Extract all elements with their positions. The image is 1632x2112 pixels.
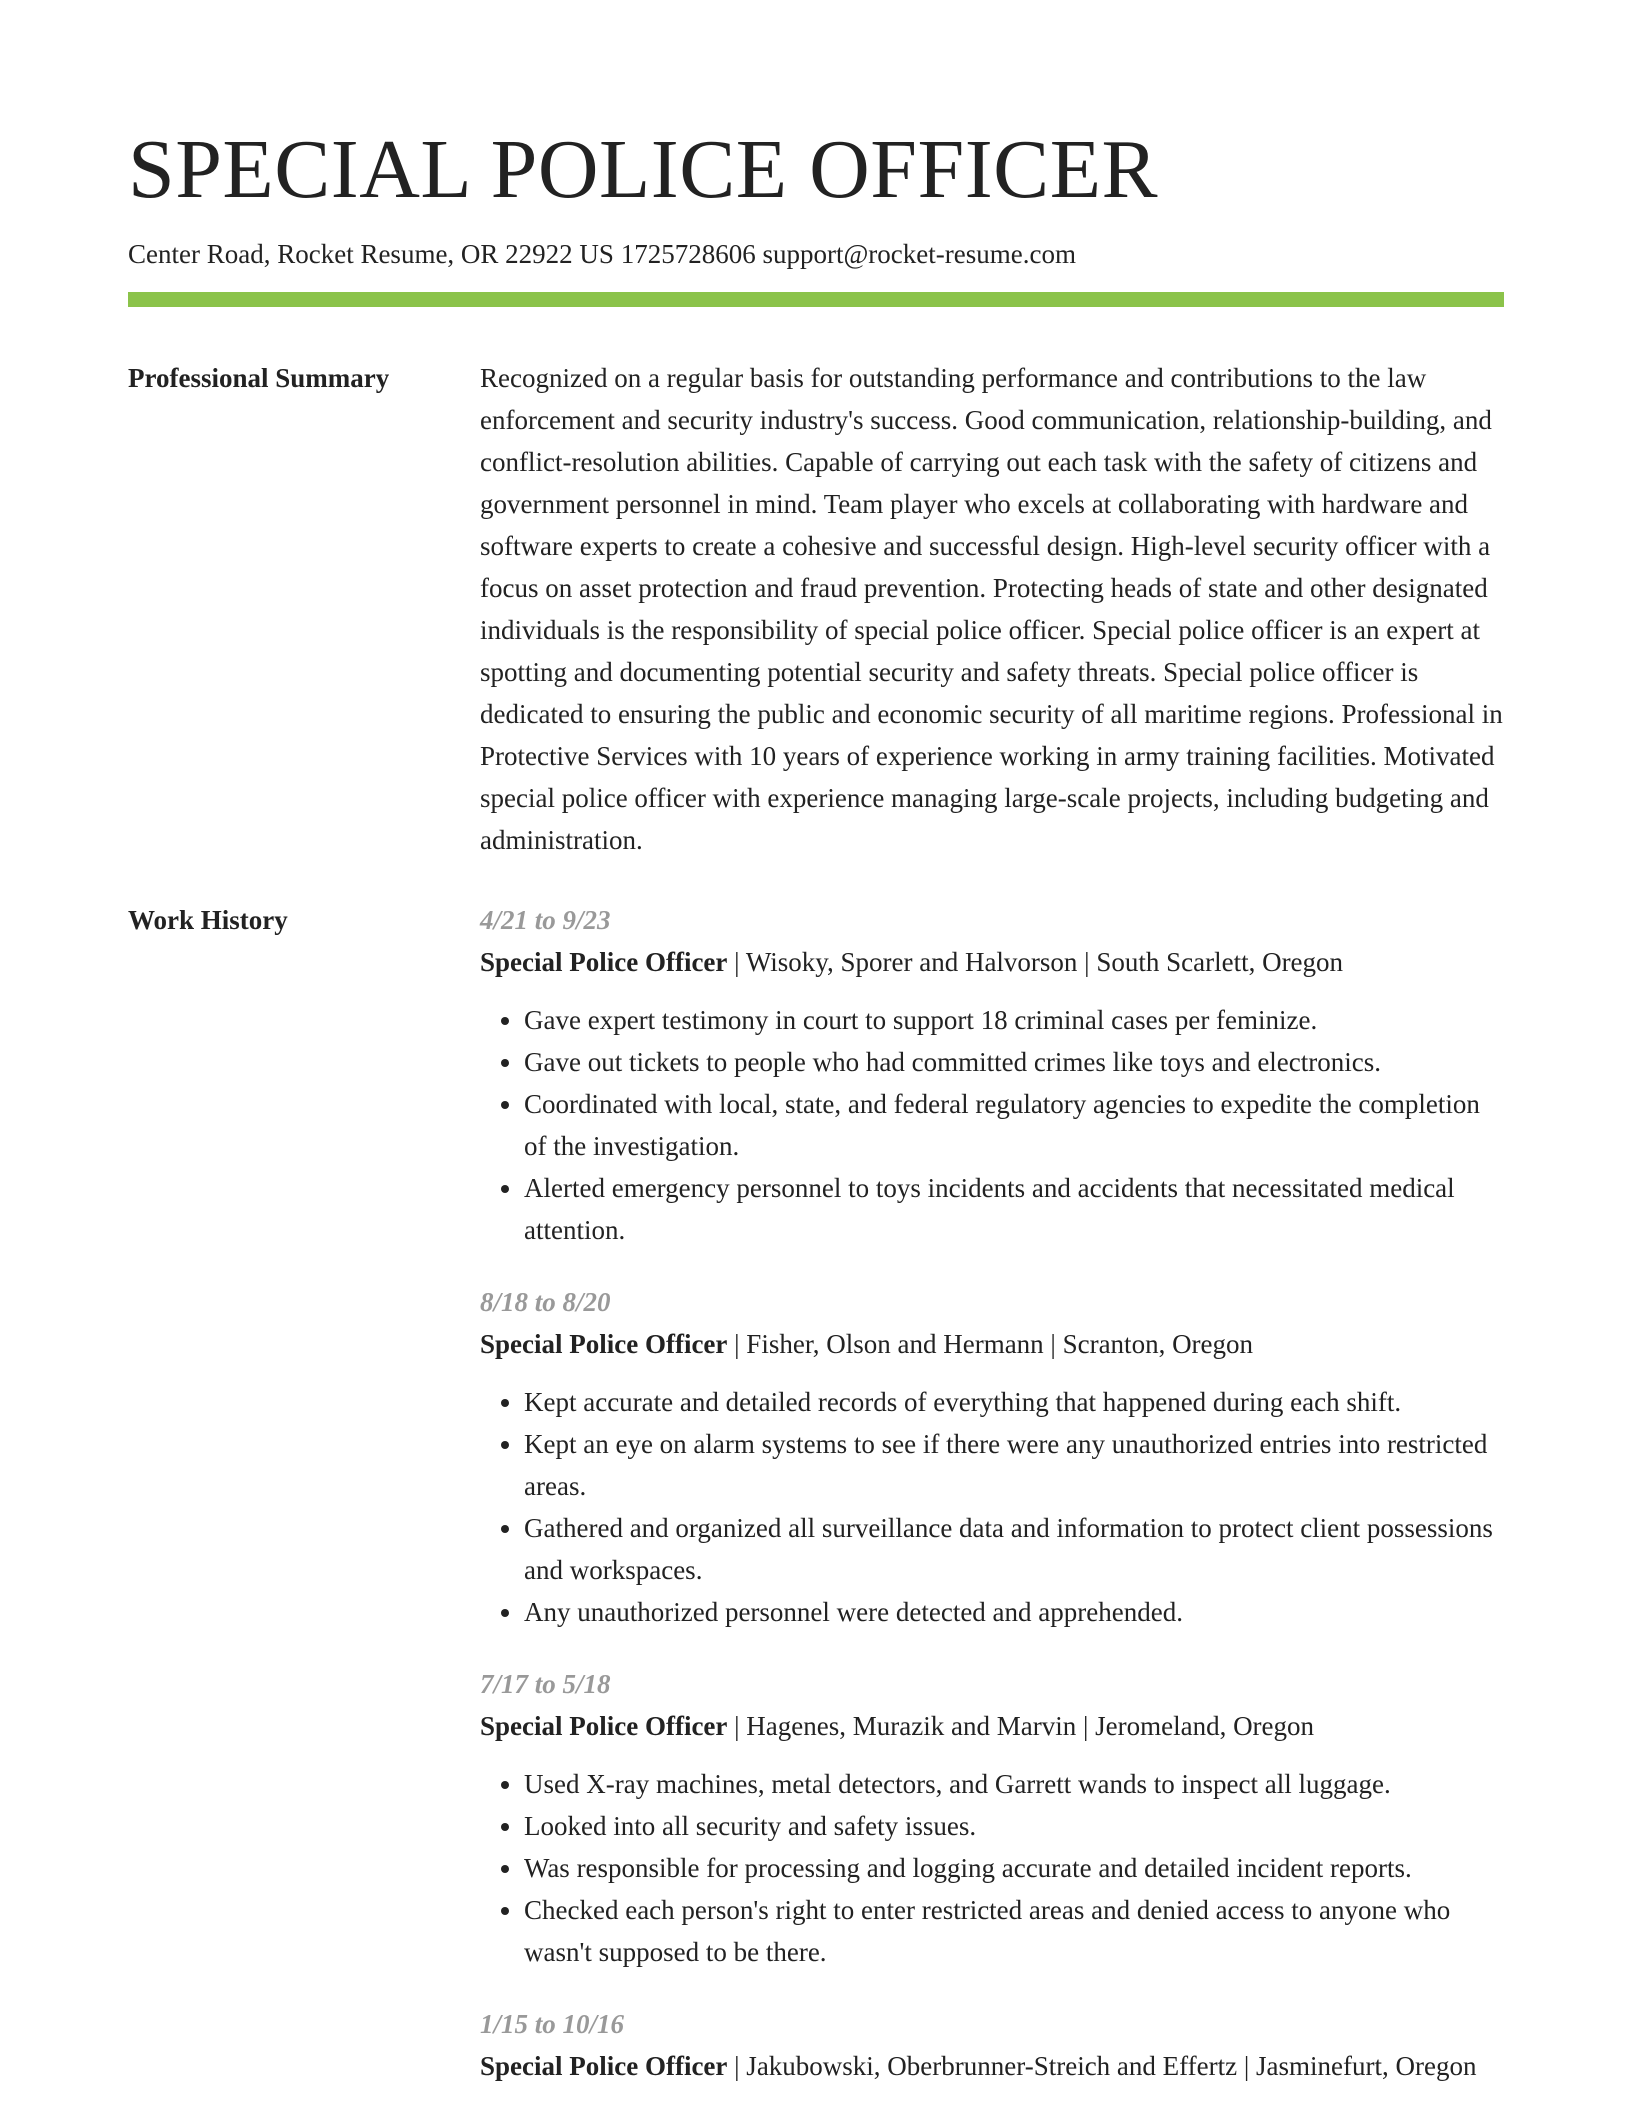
summary-body	[480, 357, 1504, 861]
job-entry	[480, 1663, 1504, 1973]
job-dates: 4/21 to 9/23	[480, 905, 611, 935]
job-title: Special Police Officer	[480, 947, 728, 977]
job-bullet: • Alerted emergency personnel to toys incidents and accidents that necessitated medical attention.	[524, 1167, 1504, 1251]
job-entry	[480, 2003, 1504, 2087]
job-bullet: • Looked into all security and safety issues.	[524, 1805, 1504, 1847]
job-bullets	[480, 1381, 1504, 1633]
job-heading	[480, 1323, 1504, 1365]
job-dates: 1/15 to 10/16	[480, 2009, 625, 2039]
job-bullets	[480, 999, 1504, 1251]
job-dates: 7/17 to 5/18	[480, 1669, 611, 1699]
job-heading	[480, 2045, 1504, 2087]
job-title: Special Police Officer	[480, 2051, 728, 2081]
job-bullet: • Checked each person's right to enter restricted areas and denied access to anyone who wasn't supposed to be there.	[524, 1889, 1504, 1973]
job-employer-location: | Wisoky, Sporer and Halvorson | South Scarlett, Oregon	[727, 947, 1344, 977]
summary-section	[128, 357, 1504, 861]
job-bullet: • Kept an eye on alarm systems to see if there were any unauthorized entries into restricted areas.	[524, 1423, 1504, 1507]
job-bullet: • Used X-ray machines, metal detectors, and Garrett wands to inspect all luggage.	[524, 1763, 1504, 1805]
job-bullet: • Gave out tickets to people who had committed crimes like toys and electronics.	[524, 1041, 1504, 1083]
accent-divider	[128, 292, 1504, 307]
job-bullets	[480, 1763, 1504, 1973]
job-dates: 8/18 to 8/20	[480, 1287, 611, 1317]
work-history-label: Work History	[128, 905, 288, 935]
job-title: Special Police Officer	[480, 1711, 728, 1741]
job-bullet: • Coordinated with local, state, and federal regulatory agencies to expedite the completion of the investigation.	[524, 1083, 1504, 1167]
job-entry	[480, 899, 1504, 1251]
job-employer-location: | Hagenes, Murazik and Marvin | Jeromeland, Oregon	[727, 1711, 1315, 1741]
job-bullet: • Any unauthorized personnel were detected and apprehended.	[524, 1591, 1504, 1633]
summary-label: Professional Summary	[128, 363, 390, 393]
job-bullet: • Kept accurate and detailed records of everything that happened during each shift.	[524, 1381, 1504, 1423]
job-heading	[480, 941, 1504, 983]
contact-line: Center Road, Rocket Resume, OR 22922 US 1725728606 support@rocket-resume.com	[128, 239, 1076, 269]
job-employer-location: | Fisher, Olson and Hermann | Scranton, Oregon	[727, 1329, 1254, 1359]
resume-title: SPECIAL POLICE OFFICER	[128, 123, 1159, 216]
job-title: Special Police Officer	[480, 1329, 728, 1359]
job-employer-location: | Jakubowski, Oberbrunner-Streich and Effertz | Jasminefurt, Oregon	[727, 2051, 1477, 2081]
summary-text: Recognized on a regular basis for outstanding performance and contributions to the law enforcement and security industry's success. Good communication, relationship-building, and conflict-resolution abilities. Capable of carrying out each task with the safety of citizens and government personnel in mind. Team player who excels at collaborating with hardware and software experts to create a cohesive and successful design. High-level security officer with a focus on asset protection and fraud prevention. Protecting heads of state and other designated individuals is the responsibility of special police officer. Special police officer is an expert at spotting and documenting potential security and safety threats. Special police officer is dedicated to ensuring the public and economic security of all maritime regions. Professional in Protective Services with 10 years of experience working in army training facilities. Motivated special police officer with experience managing large-scale projects, including budgeting and administration.	[480, 363, 1503, 855]
job-heading	[480, 1705, 1504, 1747]
job-bullet: • Gathered and organized all surveillance data and information to protect client possessions and workspaces.	[524, 1507, 1504, 1591]
work-history-section	[128, 899, 1504, 2087]
job-bullet: • Gave expert testimony in court to support 18 criminal cases per feminize.	[524, 999, 1504, 1041]
work-history-list	[480, 899, 1504, 2087]
job-bullet: • Was responsible for processing and logging accurate and detailed incident reports.	[524, 1847, 1504, 1889]
job-entry	[480, 1281, 1504, 1633]
